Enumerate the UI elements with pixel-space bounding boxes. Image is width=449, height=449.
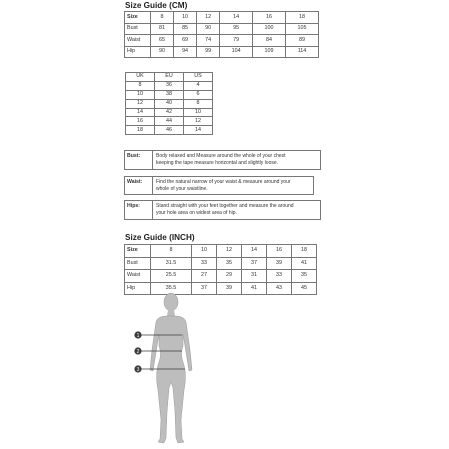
table-cell: Waist [125, 270, 151, 283]
table-cell: 10 [126, 90, 155, 99]
hips-instruction-text [153, 201, 320, 219]
table-cell: 10 [184, 108, 213, 117]
table-cell: 84 [253, 35, 286, 47]
table-cell: 18 [286, 12, 319, 24]
table-cell: 36 [155, 81, 184, 90]
table-cell: UK [126, 73, 155, 82]
table-cell: 37 [192, 282, 217, 295]
table-cell: Size [125, 245, 151, 258]
size-conversion-table [125, 72, 213, 135]
table-cell: 90 [197, 23, 220, 35]
table-cell: 99 [197, 46, 220, 58]
table-row [125, 46, 319, 58]
table-cell: 46 [155, 126, 184, 135]
table-cell: Hip [125, 282, 151, 295]
table-cell: 37 [242, 257, 267, 270]
table-row [125, 257, 317, 270]
table-cell: Hip [125, 46, 151, 58]
bust-label: Bust: [125, 151, 153, 169]
table-cell: 104 [220, 46, 253, 58]
waist-label: Waist: [125, 177, 153, 194]
table-cell: EU [155, 73, 184, 82]
table-cell: 90 [151, 46, 174, 58]
table-cell: 81 [151, 23, 174, 35]
instruction-line: your hole area on widest area of hip. [156, 209, 237, 216]
table-cell: 14 [126, 108, 155, 117]
table-cell: 39 [217, 282, 242, 295]
table-cell: 14 [220, 12, 253, 24]
marker-label: 1 [136, 333, 140, 339]
table-cell: Waist [125, 35, 151, 47]
table-cell: 25.5 [151, 270, 192, 283]
table-row [126, 126, 213, 135]
table-cell: 38 [155, 90, 184, 99]
table-row [125, 12, 319, 24]
table-cell: 8 [151, 245, 192, 258]
table-cell: Bust [125, 257, 151, 270]
table-cell: 109 [253, 46, 286, 58]
bust-instruction-box [124, 150, 321, 170]
table-cell: Bust [125, 23, 151, 35]
table-cell: 27 [192, 270, 217, 283]
table-cell: 18 [291, 245, 316, 258]
table-cell: 39 [267, 257, 292, 270]
table-row [126, 99, 213, 108]
table-cell: 33 [192, 257, 217, 270]
table-cell: US [184, 73, 213, 82]
table-row [125, 35, 319, 47]
table-cell: 35 [217, 257, 242, 270]
table-cell: 8 [151, 12, 174, 24]
table-cell: 4 [184, 81, 213, 90]
table-cell: 16 [253, 12, 286, 24]
table-cell: 12 [184, 117, 213, 126]
table-cell: 14 [184, 126, 213, 135]
table-row [126, 108, 213, 117]
hips-label: Hips: [125, 201, 153, 219]
table-cell: 14 [242, 245, 267, 258]
table-cell: 31 [242, 270, 267, 283]
table-cell: 10 [174, 12, 197, 24]
table-row [125, 23, 319, 35]
table-cell: 44 [155, 117, 184, 126]
instruction-line: whole of your waistline. [156, 185, 208, 192]
table-cell: 12 [197, 12, 220, 24]
table-cell: 94 [174, 46, 197, 58]
table-cell: 85 [174, 23, 197, 35]
table-cell: 74 [197, 35, 220, 47]
table-cell: 35 [291, 270, 316, 283]
body-measurement-figure [128, 292, 208, 449]
hips-instruction-box [124, 200, 321, 220]
inch-size-table [124, 244, 317, 295]
table-cell: 8 [184, 99, 213, 108]
cm-size-table [124, 11, 319, 58]
table-cell: 65 [151, 35, 174, 47]
table-row [125, 245, 317, 258]
instruction-line: Stand straight with your feet together and measure the around [156, 203, 294, 209]
table-cell: 16 [126, 117, 155, 126]
table-cell: 6 [184, 90, 213, 99]
instruction-line: keeping the tape measure horizontal and slightly loose. [156, 159, 279, 166]
table-cell: 18 [126, 126, 155, 135]
table-cell: 41 [291, 257, 316, 270]
table-cell: 43 [267, 282, 292, 295]
table-cell: 35.5 [151, 282, 192, 295]
table-cell: 41 [242, 282, 267, 295]
table-row [126, 117, 213, 126]
table-row [126, 90, 213, 99]
inch-guide-title: Size Guide (INCH) [125, 233, 195, 242]
table-cell: 100 [253, 23, 286, 35]
table-cell: 10 [192, 245, 217, 258]
table-cell: 45 [291, 282, 316, 295]
table-cell: 16 [267, 245, 292, 258]
instruction-line: Body relaxed and Measure around the whole of your chest [156, 153, 286, 159]
table-cell: 42 [155, 108, 184, 117]
body-silhouette [150, 293, 192, 443]
table-cell: 114 [286, 46, 319, 58]
table-cell: Size [125, 12, 151, 24]
table-cell: 8 [126, 81, 155, 90]
marker-label: 3 [136, 367, 140, 373]
table-cell: 12 [217, 245, 242, 258]
marker-label: 2 [136, 349, 140, 355]
table-cell: 29 [217, 270, 242, 283]
table-row [126, 73, 213, 82]
cm-guide-title: Size Guide (CM) [125, 1, 188, 10]
waist-instruction-text [153, 177, 313, 194]
waist-instruction-box [124, 176, 314, 195]
table-cell: 12 [126, 99, 155, 108]
bust-instruction-text [153, 151, 320, 169]
table-row [126, 81, 213, 90]
table-cell: 33 [267, 270, 292, 283]
table-cell: 40 [155, 99, 184, 108]
table-cell: 69 [174, 35, 197, 47]
table-row [125, 270, 317, 283]
table-cell: 95 [220, 23, 253, 35]
table-cell: 89 [286, 35, 319, 47]
table-cell: 79 [220, 35, 253, 47]
table-cell: 105 [286, 23, 319, 35]
table-cell: 31.5 [151, 257, 192, 270]
instruction-line: Find the natural narrow of your waist & measure around your [156, 179, 291, 185]
